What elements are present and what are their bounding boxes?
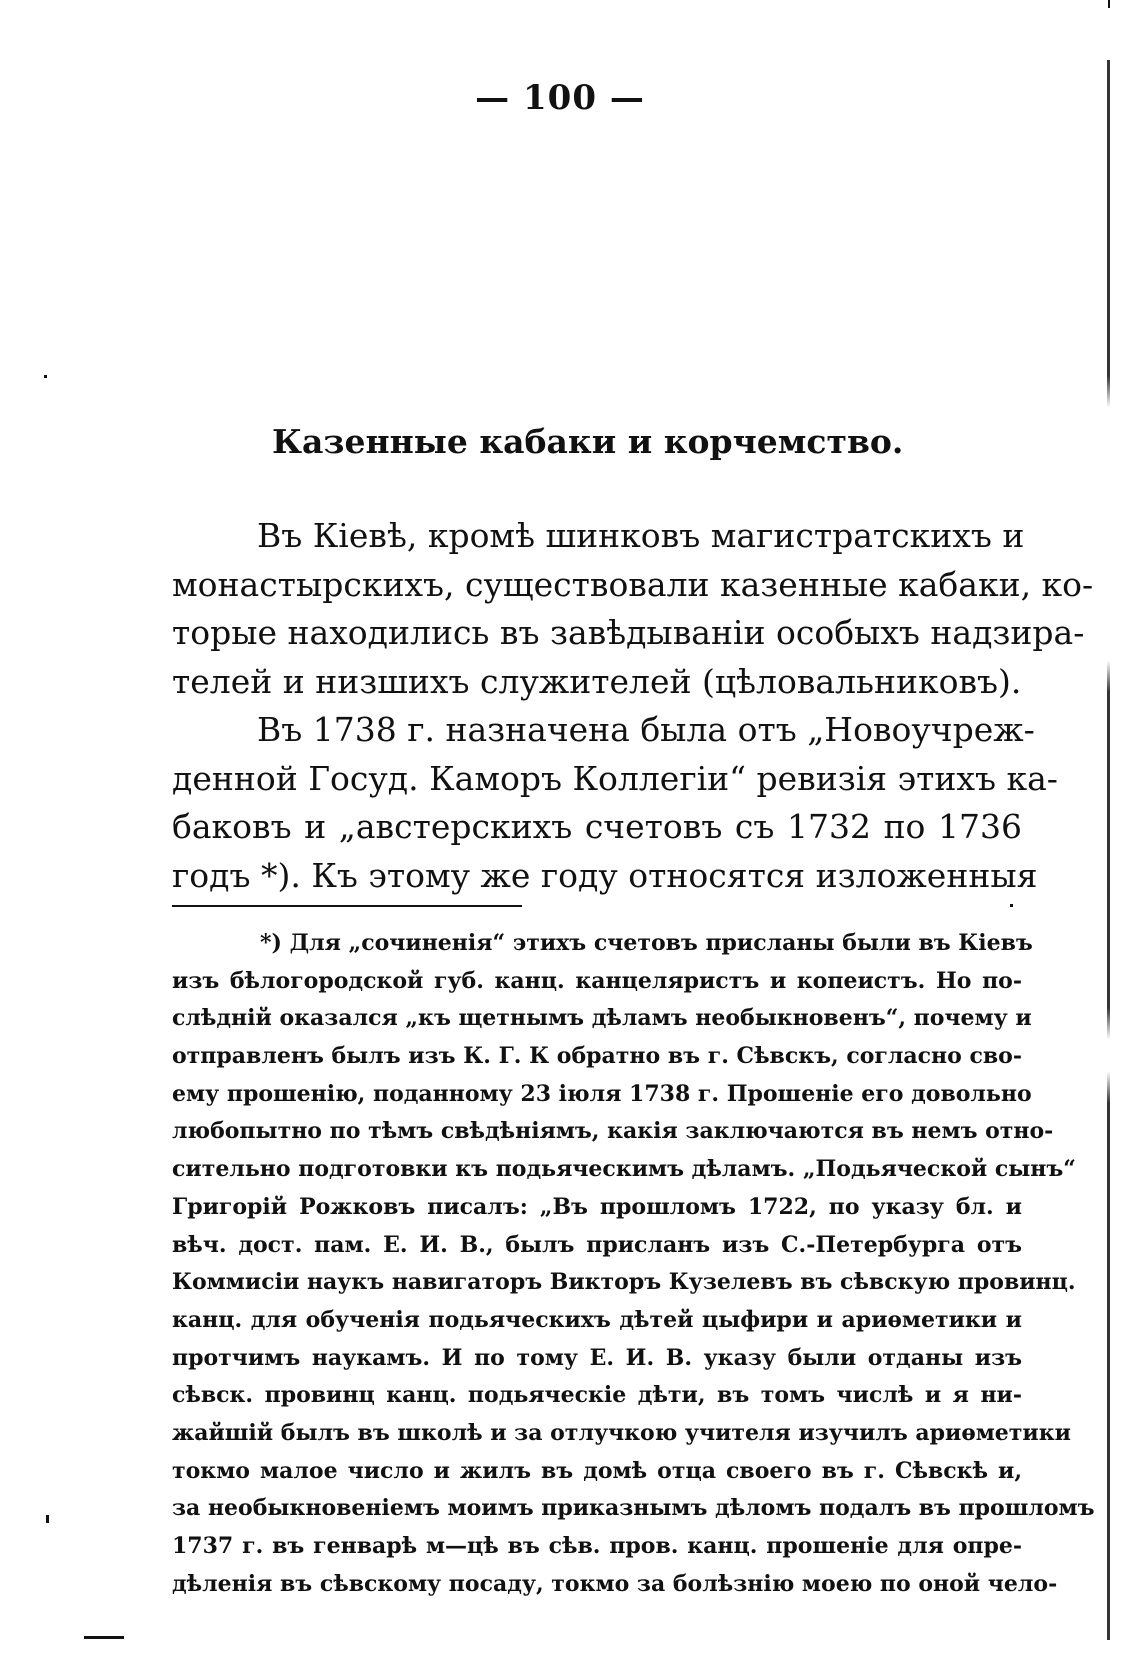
- text-line: баковъ и „австерскихъ счетовъ съ 1732 по 1736: [172, 807, 1022, 846]
- footnote-line: сѣвск. провинц канц. подьяческіе дѣти, въ томъ числѣ и я ни-: [172, 1382, 1022, 1409]
- footnote-line: *) Для „сочиненія“ этихъ счетовъ присланы были въ Кіевъ: [260, 930, 1033, 956]
- footnote-line: канц. для обученія подьяческихъ дѣтей цыфири и ариѳметики и: [172, 1306, 1022, 1333]
- text-line: телей и низшихъ служителей (цѣловальниковъ).: [172, 661, 1022, 701]
- text-line: монастырскихъ, существовали казенные кабаки, ко-: [172, 564, 1094, 604]
- text-line: торые находились въ завѣдываніи особыхъ надзира-: [172, 613, 1085, 652]
- footnote-line: протчимъ наукамъ. И по тому Е. И. В. указу были отданы изъ: [172, 1344, 1022, 1371]
- footnote-line: жайшій былъ въ школѣ и за отлучкою учителя изучилъ ариѳметики: [172, 1419, 1071, 1446]
- footnote-line: сительно подготовки къ подьяческимъ дѣламъ. „Подьяческой сынъ“: [172, 1156, 1076, 1183]
- footnote-block: [172, 925, 1095, 1603]
- main-text-block: [172, 512, 1094, 900]
- footnote-line: отправленъ былъ изъ К. Г. К обратно въ г. Сѣвскъ, согласно сво-: [172, 1043, 1022, 1070]
- text-line: денной Госуд. Каморъ Коллегіи“ ревизія этихъ ка-: [172, 758, 1058, 798]
- footnote-line: вѣч. дост. пам. Е. И. В., былъ присланъ изъ С.-Петербурга отъ: [172, 1231, 1022, 1258]
- text-line: годъ *). Къ этому же году относятся изложенныя: [172, 855, 1038, 895]
- page-number: — 100 —: [475, 78, 645, 118]
- footnote-line: Григорій Рожковъ писалъ: „Въ прошломъ 1722, по указу бл. и: [172, 1193, 1022, 1220]
- footnote-line: Коммисіи наукъ навигаторъ Викторъ Кузелевъ въ сѣвскую провинц.: [172, 1269, 1076, 1296]
- footnote-line: за необыкновеніемъ моимъ приказнымъ дѣломъ подалъ въ прошломъ: [172, 1495, 1095, 1522]
- footnote-line: слѣдній оказался „къ щетнымъ дѣламъ необыкновенъ“, почему и: [172, 1005, 1032, 1032]
- text-line: Въ Кіевѣ, кромѣ шинковъ магистратскихъ и: [257, 516, 1025, 555]
- footnote-line: дѣленія въ сѣвскому посаду, токмо за болѣзнію моею по оной чело-: [172, 1570, 1058, 1597]
- section-heading: Казенные кабаки и корчемство.: [272, 422, 904, 461]
- footnote-line: изъ бѣлогородской губ. канц. канцеляристъ и копеистъ. Но по-: [172, 967, 1022, 994]
- text-line: Въ 1738 г. назначена была отъ „Новоучреж-: [257, 710, 1035, 749]
- footnote-line: ему прошенію, поданному 23 іюля 1738 г. Прошеніе его довольно: [172, 1080, 1032, 1107]
- page-edge-shadow: [1107, 60, 1110, 1640]
- scan-speck: [1010, 904, 1013, 907]
- footnote-line: 1737 г. въ генварѣ м—цѣ въ сѣв. пров. канц. прошеніе для опре-: [172, 1533, 1022, 1559]
- scan-speck: [44, 375, 47, 378]
- scan-speck: [46, 1515, 49, 1523]
- footnote-line: любопытно по тѣмъ свѣдѣніямъ, какія заключаются въ немъ отно-: [172, 1118, 1054, 1145]
- scan-speck: [1108, 0, 1110, 8]
- footnote-divider: [172, 905, 522, 907]
- scan-speck: [84, 1636, 124, 1639]
- footnote-line: токмо малое число и жилъ въ домѣ отца своего въ г. Сѣвскѣ и,: [172, 1457, 1022, 1484]
